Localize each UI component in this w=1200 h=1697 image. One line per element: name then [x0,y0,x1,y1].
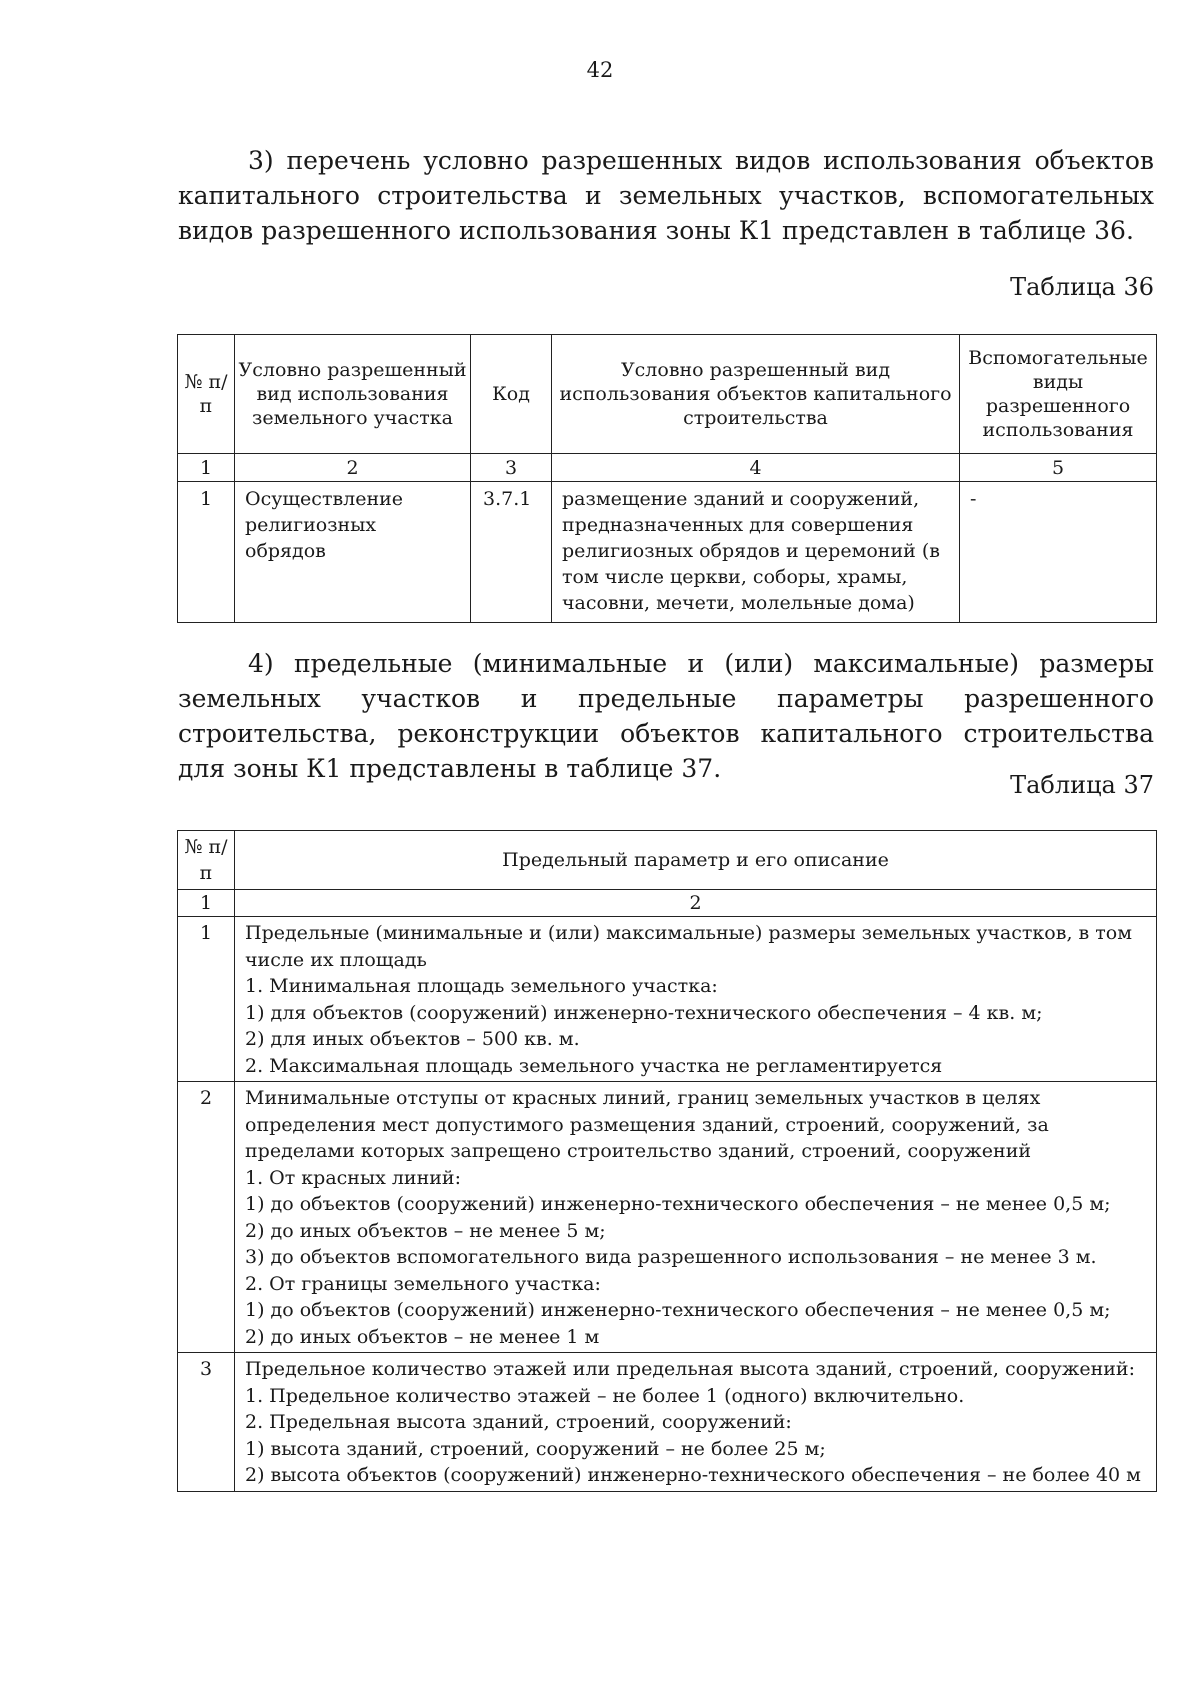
t36-colnum: 2 [235,454,471,482]
table-36 [177,334,1157,623]
t36-header-auxiliary: Вспомогательные виды разрешенного использования [960,335,1157,454]
page-number: 42 [586,58,614,82]
paragraph-3-text: 3) перечень условно разрешенных видов использования объектов капитального строительства и земельных участков, вспомогательных видов разрешенного использования зоны К1 представлен в таблице 36. [178,146,1154,245]
t37-line: Предельное количество этажей или предельная высота зданий, строений, сооружений: [245,1358,1135,1380]
t37-line: 2. Максимальная площадь земельного участка не регламентируется [245,1054,943,1077]
t37-line: 2. От границы земельного участка: [245,1272,601,1295]
paragraph-3 [178,143,1154,248]
t37-line: 1. От красных линий: [245,1166,461,1189]
t37-line: 1) высота зданий, строений, сооружений – не более 25 м; [245,1437,826,1460]
t37-header-param: Предельный параметр и его описание [235,831,1157,890]
t37-header-num: № п/п [178,831,235,890]
t37-cell-param [235,917,1157,1082]
table-37-caption: Таблица 37 [1010,771,1154,799]
t37-cell-param [235,1082,1157,1353]
t36-cell-capital-use: размещение зданий и сооружений, предназначенных для совершения религиозных обрядов и церемоний (в том числе церкви, соборы, храмы, часовни, мечети, молельные дома) [552,482,960,623]
t37-line: 2) высота объектов (сооружений) инженерно-технического обеспечения – не более 40 м [245,1464,1141,1486]
t37-colnum: 1 [178,890,235,917]
t36-header-capital-use: Условно разрешенный вид использования объектов капитального строительства [552,335,960,454]
t36-cell-auxiliary: - [960,482,1157,623]
t37-line: 3) до объектов вспомогательного вида разрешенного использования – не менее 3 м. [245,1246,1097,1268]
t36-cell-land-use: Осуществление религиозных обрядов [235,482,471,623]
t36-cell-num: 1 [178,482,235,623]
t37-line: 2) до иных объектов – не менее 1 м [245,1325,600,1348]
t37-cell-num: 1 [178,917,235,1082]
t37-line: 1. Минимальная площадь земельного участка: [245,975,718,997]
t37-line: 1. Предельное количество этажей – не более 1 (одного) включительно. [245,1384,965,1407]
table-row [178,917,1157,1082]
t37-cell-num: 3 [178,1353,235,1492]
t36-cell-code: 3.7.1 [471,482,552,623]
table-37 [177,830,1157,1492]
t37-line: 1) до объектов (сооружений) инженерно-технического обеспечения – не менее 0,5 м; [245,1193,1111,1215]
t36-header-num: № п/п [178,335,235,454]
table-36-caption: Таблица 36 [1010,273,1154,301]
t37-line: Минимальные отступы от красных линий, границ земельных участков в целях определения мест допустимого размещения зданий, строений, сооружений, за пределами которых запрещено строительство зданий, строений, сооружений [245,1087,1049,1162]
t37-line: Предельные (минимальные и (или) максимальные) размеры земельных участков, в том числе их площадь [245,922,1132,971]
t36-colnum: 3 [471,454,552,482]
paragraph-4 [178,646,1154,786]
table-row [178,1082,1157,1353]
t37-cell-param [235,1353,1157,1492]
table-row [178,1353,1157,1492]
t37-line: 1) до объектов (сооружений) инженерно-технического обеспечения – не менее 0,5 м; [245,1299,1111,1321]
t37-colnum: 2 [235,890,1157,917]
t37-line: 2) до иных объектов – не менее 5 м; [245,1219,606,1242]
t37-line: 2. Предельная высота зданий, строений, сооружений: [245,1411,792,1433]
t36-header-code: Код [471,335,552,454]
t36-header-land-use: Условно разрешенный вид использования земельного участка [235,335,471,454]
table-row [178,482,1157,623]
t37-line: 1) для объектов (сооружений) инженерно-технического обеспечения – 4 кв. м; [245,1001,1043,1024]
t37-line: 2) для иных объектов – 500 кв. м. [245,1028,580,1050]
t36-colnum: 5 [960,454,1157,482]
t36-colnum: 1 [178,454,235,482]
paragraph-4-text: 4) предельные (минимальные и (или) максимальные) размеры земельных участков и предельные параметры разрешенного строительства, реконструкции объектов капитального строительства для зоны К1 представлены в таблице 37. [178,649,1154,783]
t36-colnum: 4 [552,454,960,482]
t37-cell-num: 2 [178,1082,235,1353]
